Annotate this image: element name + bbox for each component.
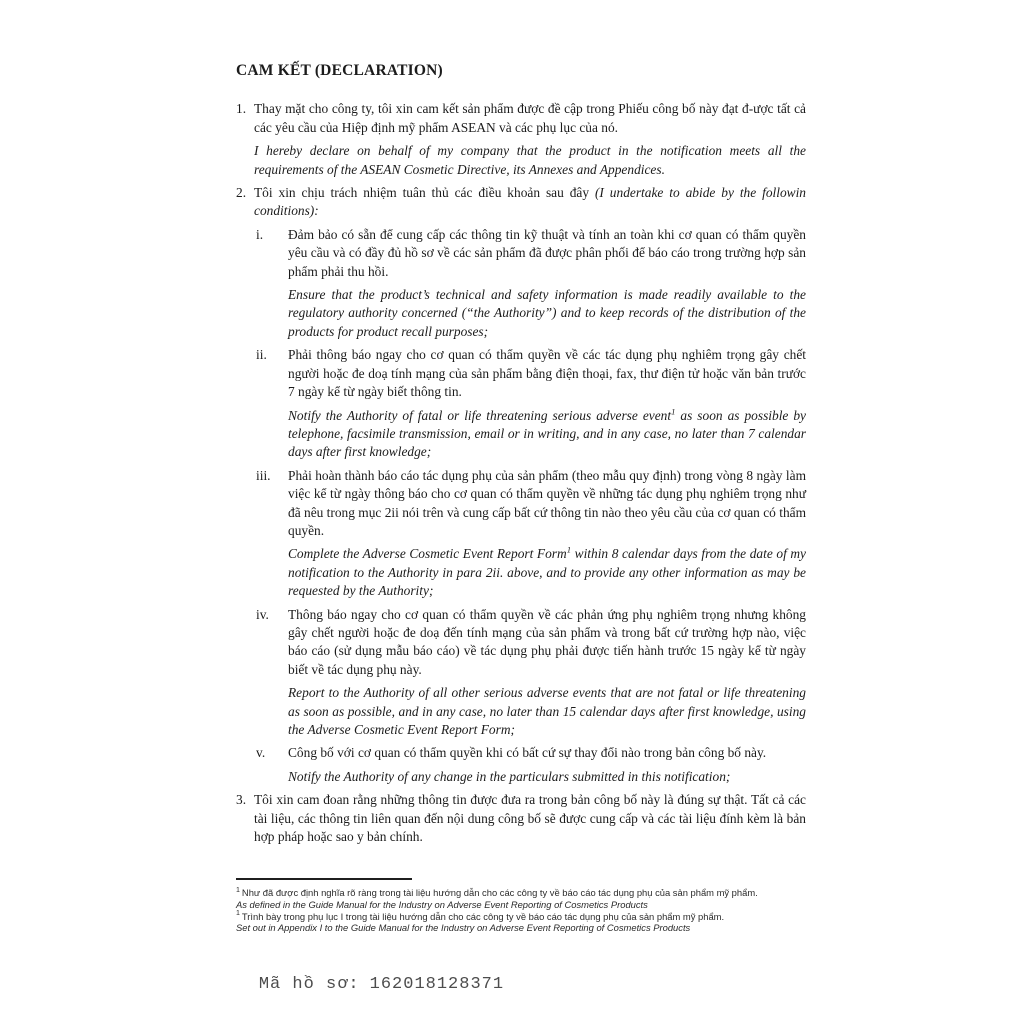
subitem-iii-vietnamese bbox=[236, 467, 806, 541]
subitem-iii-en-text-pre: Complete the Adverse Cosmetic Event Report Form bbox=[288, 546, 567, 562]
subitem-iv-en-text: Report to the Authority of all other serious adverse events that are not fatal or life threatening as soon as possible, and in any case, no later than 15 calendar days after first knowledge, using the Adverse Cosmetic Event Report Form; bbox=[288, 685, 806, 737]
subitem-ii-number: ii. bbox=[256, 347, 267, 363]
subitem-v-english bbox=[236, 768, 806, 786]
item-1-english bbox=[236, 142, 806, 179]
file-code-value: 162018128371 bbox=[369, 975, 505, 994]
file-code bbox=[214, 956, 504, 1013]
subitem-ii-vietnamese bbox=[236, 346, 806, 401]
subitem-i-en-text: Ensure that the product’s technical and safety information is made readily available to the regulatory authority concerned (“the Authority”) and to keep records of the distribution of the products for product recall purposes; bbox=[288, 287, 806, 339]
subitem-i-vietnamese bbox=[236, 226, 806, 281]
item-1-vietnamese bbox=[236, 100, 806, 137]
footnote-reference-1: 1 bbox=[671, 406, 676, 417]
subitem-i-english bbox=[236, 286, 806, 341]
subitem-iv-vietnamese bbox=[236, 606, 806, 680]
subitem-ii-vn-text: Phải thông báo ngay cho cơ quan có thẩm quyền về các tác dụng phụ nghiêm trọng gây chết người hoặc đe doạ tính mạng của sản phẩm bằng điện thoại, fax, thư điện tử hoặc văn bản trước 7 ngày kể từ ngày biết thông tin. bbox=[288, 347, 806, 400]
subitem-iii-english bbox=[236, 545, 806, 600]
item-3-vn-text: Tôi xin cam đoan rằng những thông tin được đưa ra trong bản công bố này là đúng sự thật. Tất cả các tài liệu, các thông tin liên quan đến nội dung công bố sẽ được cung cấp và các tài liệu đính kèm là bản hợp pháp hoặc sao y bản chính. bbox=[254, 792, 806, 845]
footnote-2-marker: 1 bbox=[236, 910, 240, 918]
footnote-1-en-text: As defined in the Guide Manual for the Industry on Adverse Event Reporting of Cosmetics Products bbox=[236, 898, 648, 910]
item-1-en-text: I hereby declare on behalf of my company that the product in the notification meets all the requirements of the ASEAN Cosmetic Directive, its Annexes and Appendices. bbox=[254, 143, 806, 177]
subitem-ii-en-text-pre: Notify the Authority of fatal or life threatening serious adverse event bbox=[288, 407, 672, 423]
footnotes-block bbox=[236, 878, 806, 934]
subitem-iii-en-text-post: within 8 calendar days from the date of my notification to the Authority in para 2ii. above, and to provide any other information as may be requested by the Authority; bbox=[288, 546, 807, 599]
subitem-iv-number: iv. bbox=[256, 606, 269, 622]
item-2-intro-en: (I undertake to abide by the followin conditions): bbox=[254, 185, 806, 219]
subitem-v-vietnamese bbox=[236, 744, 806, 762]
subitem-i-number: i. bbox=[256, 226, 264, 242]
footnote-2-text: Trình bày trong phụ lục I trong tài liệu hướng dẫn cho các công ty về báo cáo tác dụng phụ của sản phẩm mỹ phẩm. bbox=[241, 910, 725, 922]
footnote-reference-2: 1 bbox=[566, 544, 572, 555]
declaration-section bbox=[236, 62, 806, 851]
subitem-i-vn-text: Đảm bảo có sẵn để cung cấp các thông tin kỹ thuật và tính an toàn khi cơ quan có thẩm quyền yêu cầu và có đầy đủ hồ sơ về các sản phẩm đã được phân phối để báo cáo trong trường hợp sản phẩm phải thu hồi. bbox=[288, 226, 806, 279]
footnote-1-text: Như đã được định nghĩa rõ ràng trong tài liệu hướng dẫn cho các công ty về báo cáo tác dụng phụ của sản phẩm mỹ phẩm. bbox=[241, 887, 758, 898]
subitem-ii-en-text-post: as soon as possible by telephone, facsimile transmission, email or in writing, and in any case, no later than 7 calendar days after first knowledge; bbox=[288, 407, 806, 460]
subitem-v-number: v. bbox=[256, 745, 266, 761]
file-code-label: Mã hồ sơ: bbox=[258, 975, 360, 994]
item-2-intro bbox=[236, 184, 806, 221]
subitem-v-en-text: Notify the Authority of any change in the particulars submitted in this notification; bbox=[288, 768, 731, 784]
item-3-vietnamese bbox=[236, 791, 806, 846]
subitem-iii-vn-text: Phải hoàn thành báo cáo tác dụng phụ của sản phẩm (theo mẫu quy định) trong vòng 8 ngày làm việc kể từ ngày thông báo cho cơ quan có thẩm quyền về những tác dụng phụ nghiêm trọng như đã nêu trong mục 2ii nói trên và cung cấp bất cứ thông tin nào theo yêu cầu của cơ quan có thẩm quyền. bbox=[288, 467, 806, 538]
footnote-1-marker: 1 bbox=[236, 886, 240, 894]
subitem-ii-english bbox=[236, 407, 806, 462]
footnote-2-english bbox=[236, 922, 806, 934]
footnote-divider bbox=[236, 878, 412, 880]
subitem-iii-number: iii. bbox=[256, 467, 271, 483]
footnote-1-vietnamese bbox=[236, 887, 806, 899]
item-1-number: 1. bbox=[236, 101, 247, 117]
item-3-number: 3. bbox=[236, 792, 247, 808]
footnote-2-vietnamese bbox=[236, 911, 806, 923]
subitem-v-vn-text: Công bố với cơ quan có thẩm quyền khi có bất cứ sự thay đổi nào trong bản công bố này. bbox=[288, 745, 767, 761]
subitem-iv-english bbox=[236, 684, 806, 739]
item-2-intro-vn: Tôi xin chịu trách nhiệm tuân thủ các điều khoản sau đây bbox=[254, 185, 595, 201]
section-title: CAM KẾT (DECLARATION) bbox=[236, 62, 443, 79]
item-1-vn-text: Thay mặt cho công ty, tôi xin cam kết sản phẩm được đề cập trong Phiếu công bố này đạt đ-ược tất cả các yêu cầu của Hiệp định mỹ phẩm ASEAN và các phụ lục của nó. bbox=[254, 101, 806, 135]
item-2-number: 2. bbox=[236, 185, 247, 201]
footnote-1-english bbox=[236, 899, 806, 911]
footnote-2-en-text: Set out in Appendix I to the Guide Manual for the Industry on Adverse Event Reporting of Cosmetics Products bbox=[236, 922, 691, 934]
subitem-iv-vn-text: Thông báo ngay cho cơ quan có thẩm quyền về các phản ứng phụ nghiêm trọng nhưng không gây chết người hoặc đe doạ đến tính mạng của sản phẩm và trong bất cứ trường hợp nào, việc báo cáo (sử dụng mẫu báo cáo) về tác dụng phụ phải được tiến hành trước 15 ngày kể từ ngày biết về tác dụng phụ này. bbox=[288, 606, 806, 677]
